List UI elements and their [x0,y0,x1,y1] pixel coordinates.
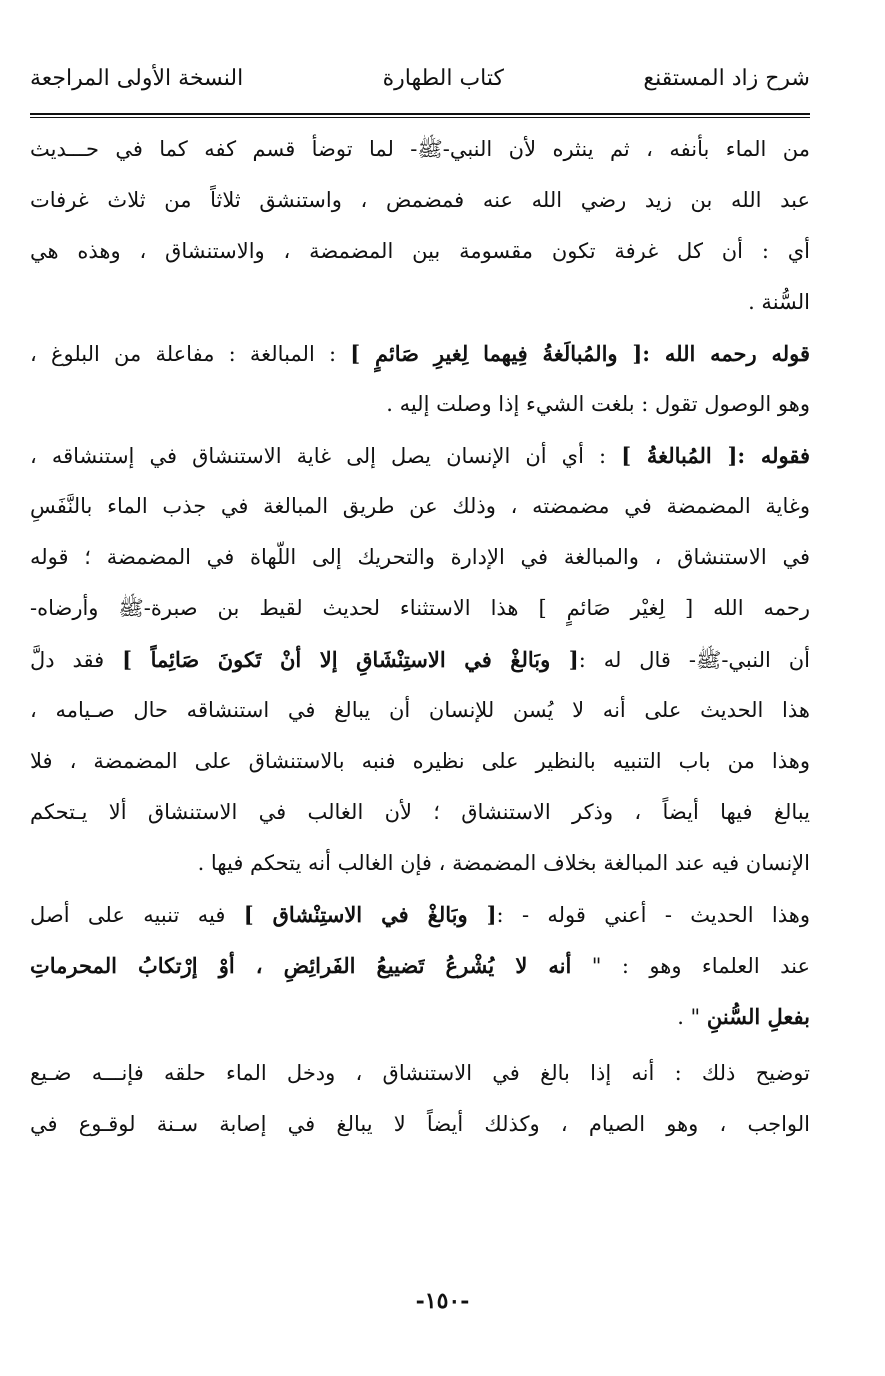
quoted-phrase: فقوله :[ المُبالغةُ ] [621,443,810,468]
text-line [30,736,810,787]
quoted-phrase: قوله رحمه الله :[ والمُبالَغةُ فِيهما لِغيرِ صَائمٍ ] [350,341,810,366]
line-text: وغاية المضمضة في مضمضته ، وذلك عن طريق المبالغة في جذب الماء بالنَّفَسِ [30,494,810,518]
running-header [30,52,810,104]
line-text: " . [677,1005,707,1029]
line-text: : المبالغة : مفاعلة من البلوغ ، [30,342,351,366]
text-line [30,277,810,328]
text-line [30,328,810,379]
line-text: هذا الحديث على أنه لا يُسن للإنسان أن يبالغ في استنشاقه حال صـيامه ، [30,698,810,722]
line-text: أن النبي-ﷺ- قال له : [578,648,810,672]
body-text [30,124,810,1150]
line-text: رحمه الله [ لِغيْر صَائمٍ ] هذا الاستثناء لحديث لقيط بن صبرة-ﷺ وأرضاه- [30,596,810,620]
text-line [30,991,810,1042]
text-line [30,583,810,634]
page-number: -١٥٠- [415,1288,470,1314]
text-line [30,226,810,277]
line-text: الإنسان فيه عند المبالغة بخلاف المضمضة ، فإن الغالب أنه يتحكم فيها . [197,851,810,875]
line-text: عند العلماء وهو : " [571,954,810,978]
quoted-phrase: [ وبَالغْ في الاستِنْشَاقِ إلا أنْ تَكونَ صَائِماً ] [122,647,579,672]
text-line [30,1099,810,1150]
line-text: من الماء بأنفه ، ثم ينثره لأن النبي-ﷺ- لما توضأ قسم كفه كما في حـــديث [30,137,810,161]
text-line [30,838,810,889]
text-line [30,685,810,736]
line-text: السُّنة . [748,290,810,314]
text-line [30,124,810,175]
quoted-phrase: بفعلِ السُّننِ [706,1004,810,1029]
quoted-phrase: [ وبَالغْ في الاستِنْشاق ] [243,902,497,927]
line-text: في الاستنشاق ، والمبالغة في الإدارة والتحريك إلى اللّهاة في المضمضة ؛ قوله [30,545,810,569]
text-line [30,175,810,226]
text-line [30,1048,810,1099]
line-text: يبالغ فيها أيضاً ، وذكر الاستنشاق ؛ لأن الغالب في الاستنشاق ألا يـتحكم [30,800,810,824]
header-chapter-title: كتاب الطهارة [382,65,504,91]
text-line [30,379,810,430]
line-text: : أي أن الإنسان يصل إلى غاية الاستنشاق في إستنشاقه ، [30,444,622,468]
line-text: وهذا الحديث - أعني قوله - : [496,903,810,927]
header-edition-note: النسخة الأولى المراجعة [30,65,244,91]
text-line [30,430,810,481]
line-text: وهو الوصول تقول : بلغت الشيء إذا وصلت إليه . [386,392,810,416]
line-text: عبد الله بن زيد رضي الله عنه فمضمض ، واستنشق ثلاثاً من ثلاث غرفات [30,188,810,212]
header-book-title: شرح زاد المستقنع [643,65,810,91]
line-text: أي : أن كل غرفة تكون مقسومة بين المضمضة ، والاستنشاق ، وهذه هي [30,239,810,263]
line-text: فيه تنبيه على أصل [30,903,244,927]
line-text: فقد دلَّ [30,648,123,672]
line-text: وهذا من باب التنبيه بالنظير على نظيره فنبه بالاستنشاق على المضمضة ، فلا [30,749,810,773]
line-text: توضيح ذلك : أنه إذا بالغ في الاستنشاق ، ودخل الماء حلقه فإنـــه ضـيع [30,1061,810,1085]
header-rule [30,113,810,115]
text-line [30,940,810,991]
text-line [30,481,810,532]
line-text: الواجب ، وهو الصيام ، وكذلك أيضاً لا يبالغ في إصابة سـنة لوقـوع في [30,1112,810,1136]
text-line [30,532,810,583]
text-line [30,889,810,940]
text-line [30,787,810,838]
text-line [30,634,810,685]
header-rule-thin [30,117,810,118]
quoted-phrase: أنه لا يُشْرعُ تَضييعُ الفَرائِضِ ، أوْ إرْتكابُ المحرماتِ [30,953,572,978]
